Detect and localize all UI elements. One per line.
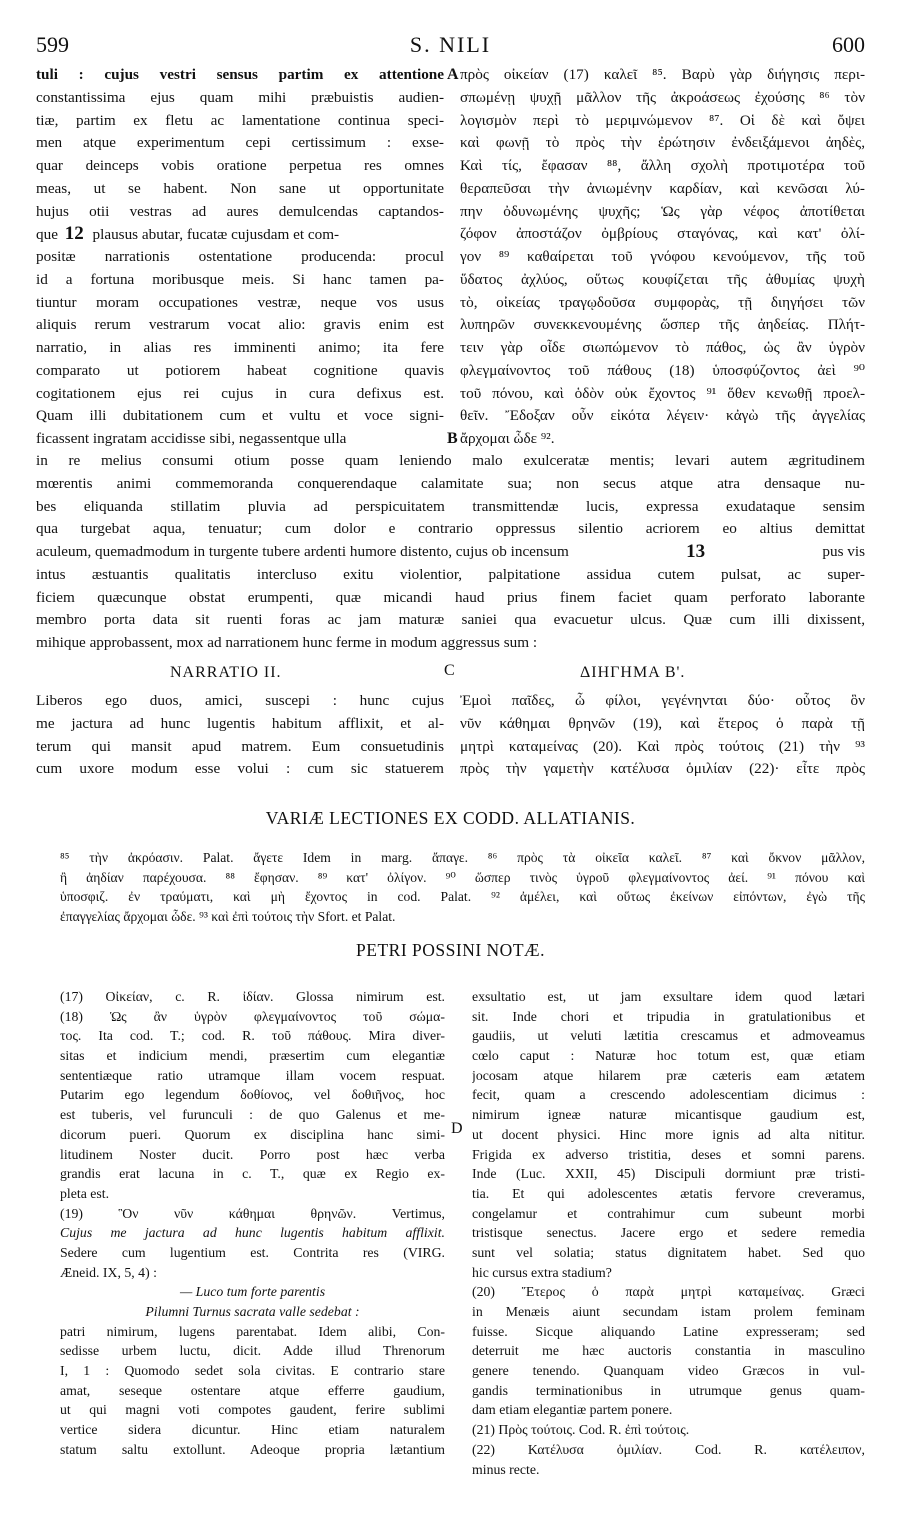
notes-column-left (60, 987, 445, 1460)
text-fragment: pus vis (822, 543, 865, 560)
text-line: mœrentis animi commemoranda conquerendaque calamitate sua; non secus atque atra densaque nu- (36, 474, 865, 492)
note-line: tia. Et qui adolescentes ætatis fervore creveramus, (472, 1185, 865, 1201)
text-line: Καὶ τίς, ἔφασαν ⁸⁸, ἄλλη σχολὴ προτιμοτέρα τοῦ (460, 157, 865, 174)
text-line: tiæ, partim ex fletu ac lamentatione continua speci- (36, 111, 444, 129)
text-line: λυπηρῶν συνεκκενουμένης ὥσπερ τῆς ἀηδείας. Πλήτ- (460, 316, 865, 334)
text-line: cogitationem ejus rei cujus in cura defixus est. (36, 384, 444, 402)
text-line: λογισμὸν περὶ τὸ μεριμνώμενον ⁸⁷. Οἱ δὲ καὶ ὄψει (460, 111, 865, 129)
column-mark-12: 12 (64, 223, 84, 245)
note-line: (20) Ἕτερος ὁ παρὰ μητρὶ καταμείνας. Græci (472, 1284, 865, 1300)
text-line: σπωμένῃ ψυχῇ μᾶλλον τῆς ἀκροάσεως ἐχούσης ⁸⁶ τὸν (460, 88, 865, 106)
text-line: quar deinceps vobis oratione perpetua res omnes (36, 157, 444, 174)
margin-letter-c: C (444, 662, 455, 679)
text-line: bes eliquanda stillatim pluvia ad perspicuitatem transmittendæ lucis, expressa exudataque sensim (36, 497, 865, 515)
note-line: statum saltu extollunt. Adeoque propria lætantium (60, 1441, 445, 1457)
note-line: dicorum pueri. Quorum ex disciplina hanc simi- (60, 1126, 445, 1142)
latin-column-top (36, 64, 444, 451)
note-line: gandis terminationibus in utrumque genus quam- (472, 1382, 865, 1398)
note-line: fecit, quam a crescendo adolescentiam dicimus : (472, 1087, 865, 1103)
text-line: membro porta data sit ruenti foras ac jam maturæ saniei qua evacuetur ulcus. Quæ cum illi dixissent, (36, 611, 865, 629)
column-mark-13: 13 (686, 541, 706, 562)
note-line: congelamur et contrahimur cum subeunt morbi (472, 1205, 865, 1221)
greek-column-narratio (460, 690, 865, 781)
text-line: πην ὀδυνωμένης ψυχῆς; Ὡς γὰρ νέφος ἀποτίθεται (460, 202, 865, 220)
note-line: sit. Inde chori et tripudia in gratulationibus et (472, 1008, 865, 1024)
text-line: tuli : cujus vestri sensus partim ex attentione (36, 66, 444, 83)
note-line: nimirum igneæ naturæ micantisque gaudium est, (472, 1107, 865, 1123)
margin-letter-b: B (447, 430, 458, 447)
text-line: comparato ut potiorem habeat cognitione quavis (36, 361, 444, 379)
note-line: τος. Ita cod. T.; cod. R. τοῦ πάθους. Mira diver- (60, 1028, 445, 1044)
text-fragment: aculeum, quemadmodum in turgente tubere ardenti humore distento, cujus ob incensum (36, 543, 569, 560)
text-line: men atque experimentum cepi certissimum : exse- (36, 134, 444, 152)
greek-section-heading: ΔΙΗΓΗΜΑ Β'. (580, 664, 686, 681)
variae-lectiones-notes (60, 848, 865, 926)
latin-section-heading: NARRATIO II. (170, 664, 282, 681)
text-line: τειν γὰρ οἶδε σιωπώμενον τὸ πάθος, ὡς ἂν ὑγρὸν (460, 339, 865, 356)
text-line: in re melius consumi otium posse quam leniendo malo exulceratæ mentis; levari autem ægritudinem (36, 452, 865, 469)
page-number-right: 600 (832, 32, 865, 57)
text-line: ficiem quæcunque obstat erumpenti, quæ micandi haud prius finem faciet quam perforato laborante (36, 588, 865, 606)
note-line: ut docent physici. Hinc more ignis ad alta nititur. (472, 1126, 865, 1142)
note-line: ἐπαγγελίας ἄρχομαι ὧδε. ⁹³ καὶ ἐπὶ τούτοις τὴν Sfort. et Palat. (60, 908, 396, 924)
text-fragment: plausus abutar, fucatæ cujusdam et com- (92, 226, 340, 244)
margin-letter-d: D (451, 1120, 463, 1137)
note-line: Sedere cum lugentium est. Contrita res (VIRG. (60, 1244, 445, 1260)
note-line: Inde (Luc. XXII, 45) Discipuli dormiunt præ tristi- (472, 1166, 865, 1182)
text-line: γον ⁸⁹ καθαίρεται τοῦ γνόφου κενούμενον, τῆς τοῦ (460, 248, 865, 265)
note-line: Putarim ego legendum δοθίονος, vel δοθιῆνος, hoc (60, 1087, 445, 1103)
note-line: (19) Ὃν νῦν κάθημαι θρηνῶν. Vertimus, (60, 1205, 445, 1221)
note-line: in Menæis aiunt secundam istam prolem feminam (472, 1304, 865, 1319)
text-line: Liberos ego duos, amici, suscepi : hunc cujus (36, 692, 444, 709)
note-line: sedisse urbem luctu, dicit. Adde illud Threnorum (60, 1343, 445, 1359)
text-line: καὶ φωνῇ τὸ πρὸς τὴν ἐρώτησιν ἐνδειξάμενοι ἀηδὲς, (460, 134, 865, 152)
note-line: pleta est. (60, 1185, 110, 1201)
text-line: πρὸς οἰκείαν (17) καλεῖ ⁸⁵. Βαρὺ γὰρ διήγησις περι- (460, 66, 865, 83)
text-line: narratio, in alias res imminenti animo; ita fere (36, 339, 444, 356)
text-line: τοῦ πόνου, καὶ ὁδὸν οὐκ ἔχοντος ⁹¹ ὅθεν κενωθῇ προελ- (460, 384, 865, 402)
text-line: θεραπεῦσαι τὴν ἀνιωμένην καρδίαν, καὶ κενῶσαι λύ- (460, 179, 865, 197)
text-line: νῦν κάθημαι θρηνῶν (19), καὶ ἕτερος ὁ παρὰ τῇ (460, 714, 865, 732)
page-header (36, 32, 865, 58)
text-line: constantissima ejus quam mihi præbuistis audien- (36, 88, 444, 106)
running-title: S. NILI (409, 32, 492, 57)
note-line: ⁸⁵ τὴν ἀκρόασιν. Palat. ἄγετε Idem in marg. ἄπαγε. ⁸⁶ πρὸς τὰ οἰκεῖα καλεῖ. ⁸⁷ καὶ ὄκνον μᾶλλον, (60, 850, 865, 865)
greek-column-top (460, 64, 865, 451)
note-line: sententiæque ratio utramque illam vocem respuat. (60, 1067, 445, 1083)
text-line: ζόφον ἀποστάζον ὀμβρίους σταγόνας, καὶ κατ' ὀλί- (460, 225, 865, 243)
note-line: litudinem Noster ducit. Porro post hæc verba (60, 1146, 445, 1162)
note-line: (17) Οἰκείαν, c. R. ἰδίαν. Glossa nimirum est. (60, 989, 445, 1004)
note-line: minus recte. (472, 1461, 540, 1477)
text-line: tiuntur moram occupationes vestræ, neque vos usus (36, 293, 444, 311)
note-line: tristisque senectus. Jacere ergo et sedere remedia (472, 1225, 865, 1241)
note-line: sunt vel solatia; status dignitatem habet. Sed quo (472, 1244, 865, 1260)
text-line: meas, ut se habent. Non sane ut opportunitate (36, 179, 444, 197)
note-line: cœlo caput : Naturæ hoc totum est, quæ etiam (472, 1048, 865, 1064)
text-line: μητρὶ καταμείνας (20). Καὶ πρὸς τούτοις (21) τὴν ⁹³ (460, 737, 865, 755)
text-line: id a fortuna moribusque meis. Si hanc tamen pa- (36, 270, 444, 288)
note-line: Frigida ex adverso tristitia, deses et somni parens. (472, 1146, 865, 1162)
notes-column-right (472, 987, 865, 1479)
page-number-left: 599 (36, 32, 69, 57)
note-line: patri nimirum, lugens parentabat. Idem alibi, Con- (60, 1323, 445, 1339)
text-line: Ἐμοὶ παῖδες, ὦ φίλοι, γεγένηνται δύο· οὗτος ὃν (460, 692, 865, 709)
text-line: ficassent ingratam accidisse sibi, negassentque ulla (36, 430, 347, 447)
note-line: (22) Κατέλυσα ὁμιλίαν. Cod. R. κατέλειπον, (472, 1441, 865, 1457)
note-line: I, 1 : Quomodo sedet sola civitas. E contrario stare (60, 1363, 445, 1379)
notae-heading: PETRI POSSINI NOTÆ. (356, 940, 545, 960)
note-line: hic cursus extra stadium? (472, 1264, 612, 1280)
text-line-with-mark (36, 223, 444, 246)
note-line: gaudiis, ut veluti lætitia crescamus et admoveamus (472, 1028, 865, 1044)
text-line: θεῖν. Ἔδοξαν οὖν εἰκότα λέγειν· κἀγὼ τῆς ἀγγελίας (460, 407, 865, 425)
note-line: amat, seseque ostentare atque efferre gaudium, (60, 1382, 445, 1398)
note-line: fuisse. Sicque aliquando Latine expresseram; sed (472, 1323, 865, 1339)
text-line: πρὸς τὴν γαμετὴν κατέλυσα ὁμιλίαν (22)· εἶτε πρὸς (460, 760, 865, 778)
verse-line: Pilumni Turnus sacrata valle sedebat : (145, 1304, 360, 1319)
note-line: ἢ ἀηδίαν παρέχουσα. ⁸⁸ ἔφησαν. ⁸⁹ κατ' ὀλίγον. ⁹⁰ ὥσπερ τινὸς ὑγροῦ φλεγμαίνοντος ἀεί. ⁹¹ πόνου καὶ (60, 869, 865, 885)
note-line: dam etiam elegantiæ partem ponere. (472, 1402, 673, 1418)
note-line: (18) Ὡς ἂν ὑγρὸν φλεγμαίνοντος τοῦ σώμα- (60, 1008, 445, 1024)
text-line: ὕδατος ἀχλύος, οὕτως κουφίζεται τῆς ἀθυμίας ψυχὴ (460, 270, 865, 288)
text-line: terum qui mansit apud matrem. Eum consuetudinis (36, 737, 444, 755)
note-line: ut qui magni voti compotes gaudent, ferire sublimi (60, 1402, 445, 1418)
latin-column-narratio (36, 690, 444, 781)
note-line: deterruit me hæc auctoris constantia in masculino (472, 1343, 865, 1359)
text-fragment: que (36, 226, 58, 244)
note-line: ὑποσφιζ. ἐν τραύματι, καὶ μὴ ἔχοντος in cod. Palat. ⁹² ἀμέλει, καὶ οὕτως ἐκείνων εἰπόντων, ἐγὼ τῆς (60, 889, 865, 904)
text-line: hujus otii vestras ad aures demulcendas captandos- (36, 202, 444, 220)
text-line: aliquis rerum vestrarum vocat alio: gravis enim est (36, 316, 444, 334)
text-line: positæ narrationis ostentatione producenda: procul (36, 248, 444, 265)
note-line: jocosam atque hilarem præ cæteris eam ætatem (472, 1067, 865, 1083)
note-line: Cujus me jactura ad hunc lugentis habitum afflixit. (60, 1225, 445, 1241)
text-line: φλεγμαίνοντος τοῦ πάθους (18) ὑποσφύζοντος ἀεὶ ⁹⁰ (460, 361, 865, 379)
note-line: exsultatio est, ut jam exsultare idem quod lætari (472, 989, 865, 1004)
text-line: ἄρχομαι ὧδε ⁹². (460, 430, 555, 447)
text-line-with-mark (36, 541, 865, 564)
text-line: intus æstuantis qualitatis intercluso exitu violentior, palpitatione assidua cutem pulsat, ac super- (36, 565, 865, 583)
note-line: (21) Πρὸς τούτοις. Cod. R. ἐπὶ τούτοις. (472, 1422, 690, 1438)
text-line: me jactura ad hunc lugentis habitum afflixit, et al- (36, 714, 444, 732)
note-line: vertice sidera dicuntur. Hinc etiam naturalem (60, 1422, 445, 1438)
verse-line: — Luco tum forte parentis (179, 1284, 326, 1300)
note-line: Æneid. IX, 5, 4) : (60, 1264, 157, 1280)
note-line: est tuberis, vel furunculi : de quo Galenus et me- (60, 1107, 445, 1123)
note-line: grandis erat lacuna in c. T., quæ ex Regio ex- (60, 1166, 445, 1182)
note-line: genere tenendo. Quanquam video Græcos in vul- (472, 1363, 865, 1379)
variae-lectiones-heading: VARIÆ LECTIONES EX CODD. ALLATIANIS. (265, 808, 636, 828)
text-line: qua turgebat aqua, tenuatur; cum dolor e contrario oppressus silentio acriorem eo altius demittat (36, 520, 865, 538)
margin-letter-a: A (447, 66, 459, 83)
latin-full-width-text (36, 450, 865, 655)
note-line: sitas et indicium mendi, præsertim cum elegantiæ (60, 1048, 445, 1064)
text-line: Quam illi dubitationem cum et vultu et voce signi- (36, 407, 444, 425)
text-line: cum uxore modum esse volui : cum sic statuerem (36, 760, 444, 778)
text-line: τὸ, οἰκείας τραγῳδοῦσα συμφορὰς, τῇ διηγήσει τῶν (460, 293, 865, 311)
text-line: mihique approbassent, mox ad narrationem hunc ferme in modum aggressus sum : (36, 634, 538, 651)
